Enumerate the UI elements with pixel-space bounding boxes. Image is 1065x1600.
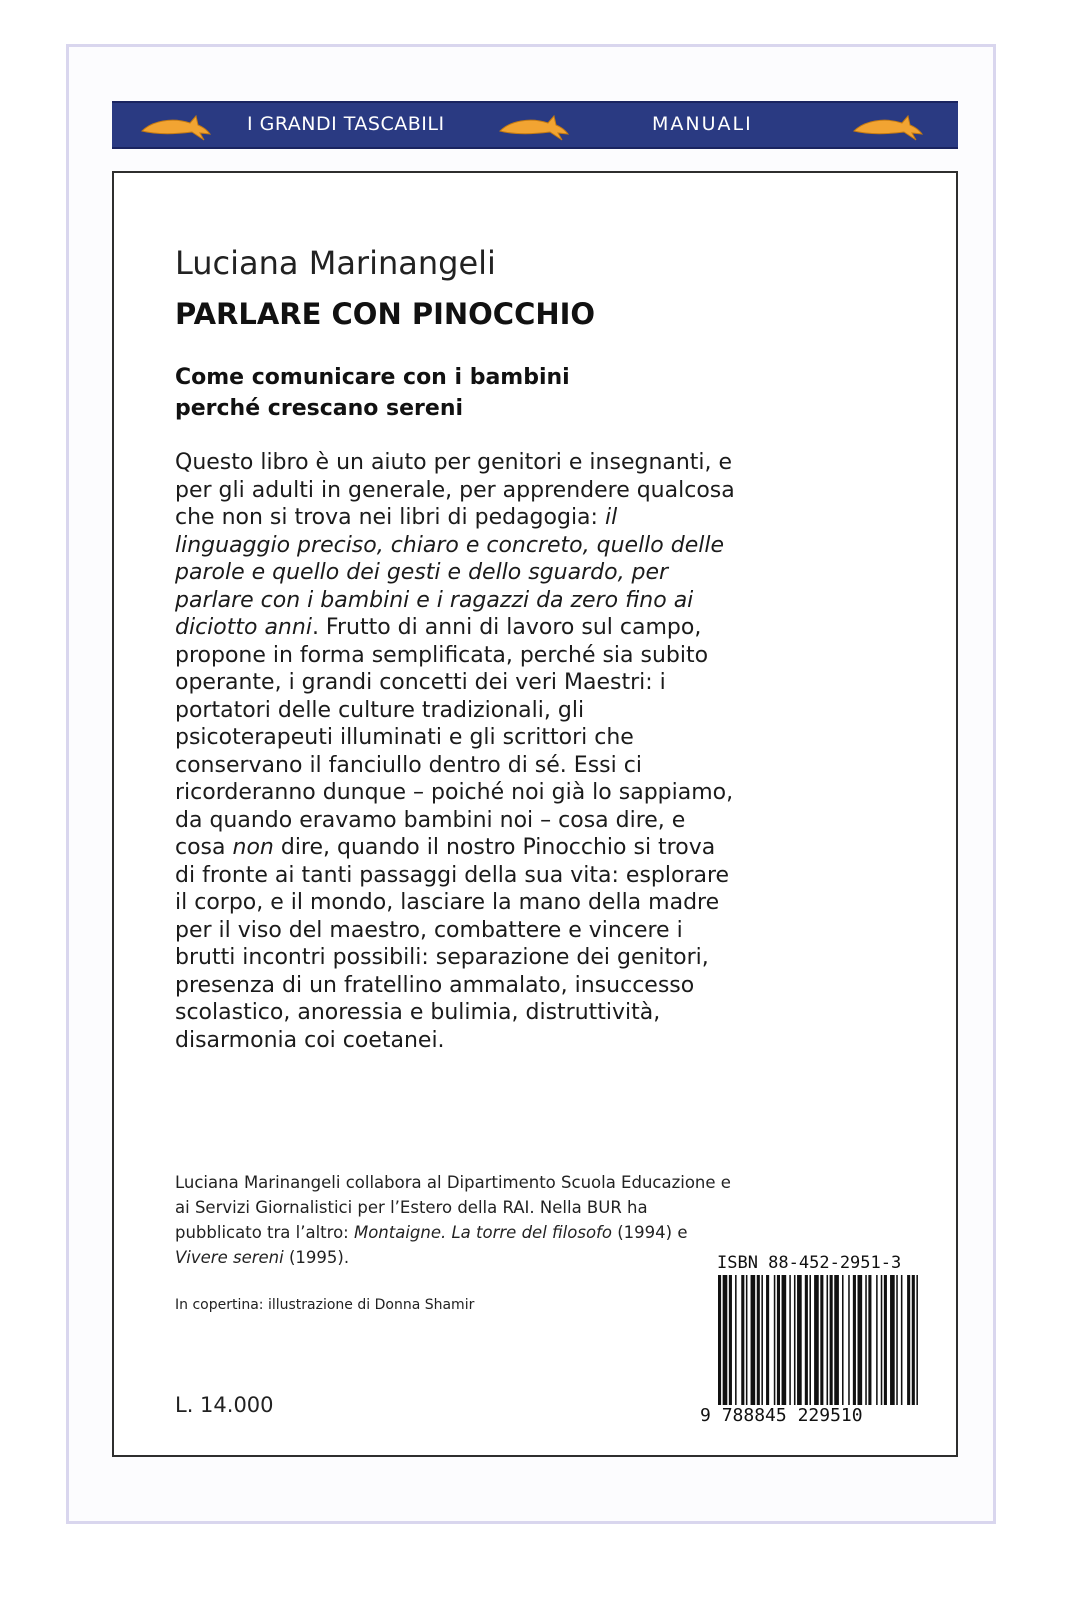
subtitle-line: perché crescano sereni: [175, 396, 464, 421]
blurb-emphasis: il linguaggio preciso, chiaro e concreto, quello delle parole e quello dei gesti e dello sguardo, per parlare con i bambini e i ragazzi da zero fino ai diciotto anni: [175, 505, 725, 640]
barcode-bar: [782, 1275, 787, 1405]
barcode-bar: [797, 1275, 802, 1405]
cover-credit: In copertina: illustrazione di Donna Shamir: [175, 1297, 475, 1313]
barcode-bar: [827, 1275, 829, 1405]
barcode-bar: [746, 1275, 748, 1405]
barcode-bar: [912, 1275, 915, 1405]
barcode-bar: [777, 1275, 780, 1405]
book-subtitle: [175, 362, 570, 424]
barcode-bar: [853, 1275, 856, 1405]
dolphin-icon: [852, 113, 924, 141]
barcode-bar: [842, 1275, 844, 1405]
subtitle-line: Come comunicare con i bambini: [175, 365, 570, 390]
barcode-bar: [858, 1275, 863, 1405]
author-bio: [175, 1170, 735, 1270]
blurb-emphasis: non: [232, 835, 274, 860]
barcode-bar: [884, 1275, 887, 1405]
author-name: Luciana Marinangeli: [175, 244, 496, 282]
series-label: I GRANDI TASCABILI: [247, 113, 445, 135]
blurb-text: Questo libro è un aiuto per genitori e insegnanti, e per gli adulti in generale, per apprendere qualcosa che non si trova nei libri di pedagogia:: [175, 450, 735, 530]
bio-text: (1995).: [283, 1248, 350, 1267]
barcode-bar: [729, 1275, 732, 1405]
dolphin-icon: [140, 113, 212, 141]
book-title: PARLARE CON PINOCCHIO: [175, 297, 596, 331]
bio-book-title: Vivere sereni: [175, 1248, 284, 1267]
price: L. 14.000: [175, 1393, 274, 1417]
barcode-bar: [741, 1275, 744, 1405]
barcode-bar: [865, 1275, 867, 1405]
barcode-bar: [876, 1275, 878, 1405]
barcode-bar: [735, 1275, 737, 1405]
barcode-bar: [848, 1275, 850, 1405]
category-label: MANUALI: [652, 113, 753, 135]
barcode-bar: [868, 1275, 871, 1405]
blurb-text: dire, quando il nostro Pinocchio si trova di fronte ai tanti passaggi della sua vita: esplorare il corpo, e il mondo, lasciare la mano della madre per il viso del maestro, combattere e vincere i brutti incontri possibili: separazione dei genitori, presenza di un fratellino ammalato, insuccesso scolastico, anoressia e bulimia, distruttività, disarmonia coi coetanei.: [175, 835, 730, 1053]
ean-digit-first: 9: [700, 1405, 711, 1426]
barcode-bar: [881, 1275, 883, 1405]
bio-text: Luciana Marinangeli collabora al Dipartimento Scuola Educazione e ai Servizi Giornalistici per l’Estero della RAI. Nella BUR ha pubblicato tra l’altro:: [175, 1173, 731, 1242]
barcode-bar: [723, 1275, 728, 1405]
barcode-bar: [907, 1275, 910, 1405]
barcode-bar: [820, 1275, 823, 1405]
barcode-bar: [766, 1275, 769, 1405]
barcode-bar: [916, 1275, 918, 1405]
barcode-bar: [774, 1275, 776, 1405]
barcode-bar: [718, 1275, 721, 1405]
barcode-bar: [794, 1275, 796, 1405]
barcode-bar: [830, 1275, 833, 1405]
barcode-graphic: [716, 1275, 924, 1405]
barcode-bar: [814, 1275, 819, 1405]
ean-digits-left: 788845: [721, 1405, 787, 1426]
ean-digits: [700, 1405, 863, 1426]
barcode-bar: [805, 1275, 808, 1405]
bio-book-title: Montaigne. La torre del filosofo: [353, 1223, 612, 1242]
ean-digits-right: 229510: [797, 1405, 863, 1426]
series-banner: [112, 101, 958, 149]
book-description: [175, 449, 735, 1054]
barcode-bar: [901, 1275, 903, 1405]
barcode-bar: [761, 1275, 763, 1405]
barcode-bar: [809, 1275, 811, 1405]
dolphin-icon: [498, 113, 570, 141]
barcode-bar: [789, 1275, 791, 1405]
barcode-bar: [890, 1275, 895, 1405]
blurb-text: . Frutto di anni di lavoro sul campo, propone in forma semplificata, perché sia subito operante, i grandi concetti dei veri Maestri: i portatori delle culture tradizionali, gli psicoterapeuti illuminati e gli scrittori che conservano il fanciullo dentro di sé. Essi ci ricorderanno dunque – poiché noi già lo sappiamo, da quando eravamo bambini noi – cosa dire, e cosa: [175, 615, 734, 860]
barcode-bar: [751, 1275, 756, 1405]
barcode-bar: [896, 1275, 898, 1405]
isbn-label: ISBN 88-452-2951-3: [717, 1253, 902, 1273]
barcode-bar: [834, 1275, 839, 1405]
bio-text: (1994) e: [611, 1223, 688, 1242]
barcode-bar: [757, 1275, 760, 1405]
